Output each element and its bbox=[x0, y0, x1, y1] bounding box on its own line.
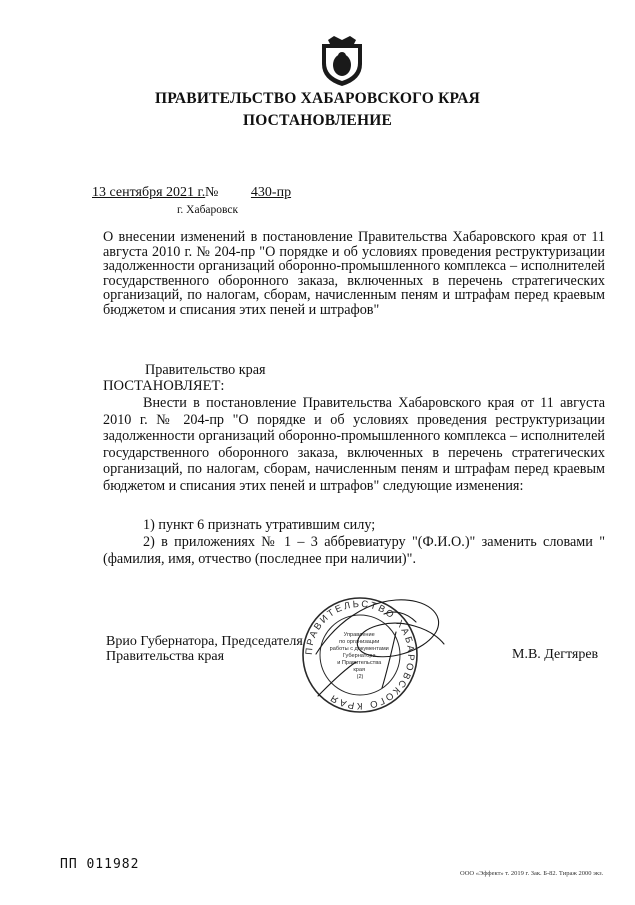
resolves-heading: ПОСТАНОВЛЯЕТ: bbox=[103, 378, 225, 394]
list-item: 1) пункт 6 признать утратившим силу; bbox=[143, 517, 376, 533]
document-number: 430-пр bbox=[250, 185, 292, 200]
stamp-ring-text: ПРАВИТЕЛЬСТВО ХАБАРОВСКОГО КРАЯ bbox=[303, 598, 417, 712]
main-paragraph: Внести в постановление Правительства Хабаровского края от 11 августа 2010 г. № 204-пр "О порядке и об условиях проведения реструктуризации задолженности организаций оборонно-промышленного комплекса – исполнителей государственного оборонного заказа, включенных в перечень стратегических организаций, по налогам, сборам, начисленным пеням и штрафам перед краевым бюджетом и списания этих пеней и штрафов" следующие изменения: bbox=[103, 395, 605, 494]
handwritten-signature bbox=[296, 592, 456, 702]
stamp-line: работы с документами bbox=[329, 646, 389, 652]
coat-of-arms-icon bbox=[318, 34, 366, 88]
document-date: 13 сентября 2021 г. bbox=[92, 185, 206, 200]
stamp-line: и Правительства bbox=[337, 660, 382, 666]
printer-imprint: ООО «Эффект» т. 2019 г. Зак. Б-82. Тираж 2000 экз. bbox=[460, 870, 604, 877]
government-title: ПРАВИТЕЛЬСТВО ХАБАРОВСКОГО КРАЯ bbox=[154, 90, 481, 107]
government-kraya: Правительство края bbox=[145, 362, 266, 378]
document-subject: О внесении изменений в постановление Правительства Хабаровского края от 11 августа 2010 г. № 204-пр "О порядке и об условиях проведения реструктуризации задолженности организаций оборонно-промышленного комплекса – исполнителей государственного оборонного заказа, включенных в перечень стратегических организаций, по налогам, сборам, начисленным пеням и штрафам перед краевым бюджетом и списания этих пеней и штрафов" bbox=[103, 229, 605, 318]
stamp-line: края bbox=[353, 667, 366, 673]
number-sign: № bbox=[205, 185, 219, 200]
city: г. Хабаровск bbox=[177, 204, 239, 216]
stamp-line: (2) bbox=[356, 674, 364, 680]
stamp-line: Губернатора bbox=[342, 653, 376, 659]
form-code: ПП 011982 bbox=[60, 857, 140, 872]
document-type: ПОСТАНОВЛЕНИЕ bbox=[242, 112, 393, 129]
signer-name: М.В. Дегтярев bbox=[512, 647, 599, 662]
stamp-line: Управление bbox=[343, 632, 375, 638]
stamp-line: по организации bbox=[339, 639, 380, 645]
list-item: 2) в приложениях № 1 – 3 аббревиатуру "(Ф.И.О.)" заменить словами "(фамилия, имя, отчество (последнее при наличии)". bbox=[103, 534, 605, 567]
signer-title: Врио Губернатора, Председателя Правительства края bbox=[106, 634, 303, 664]
